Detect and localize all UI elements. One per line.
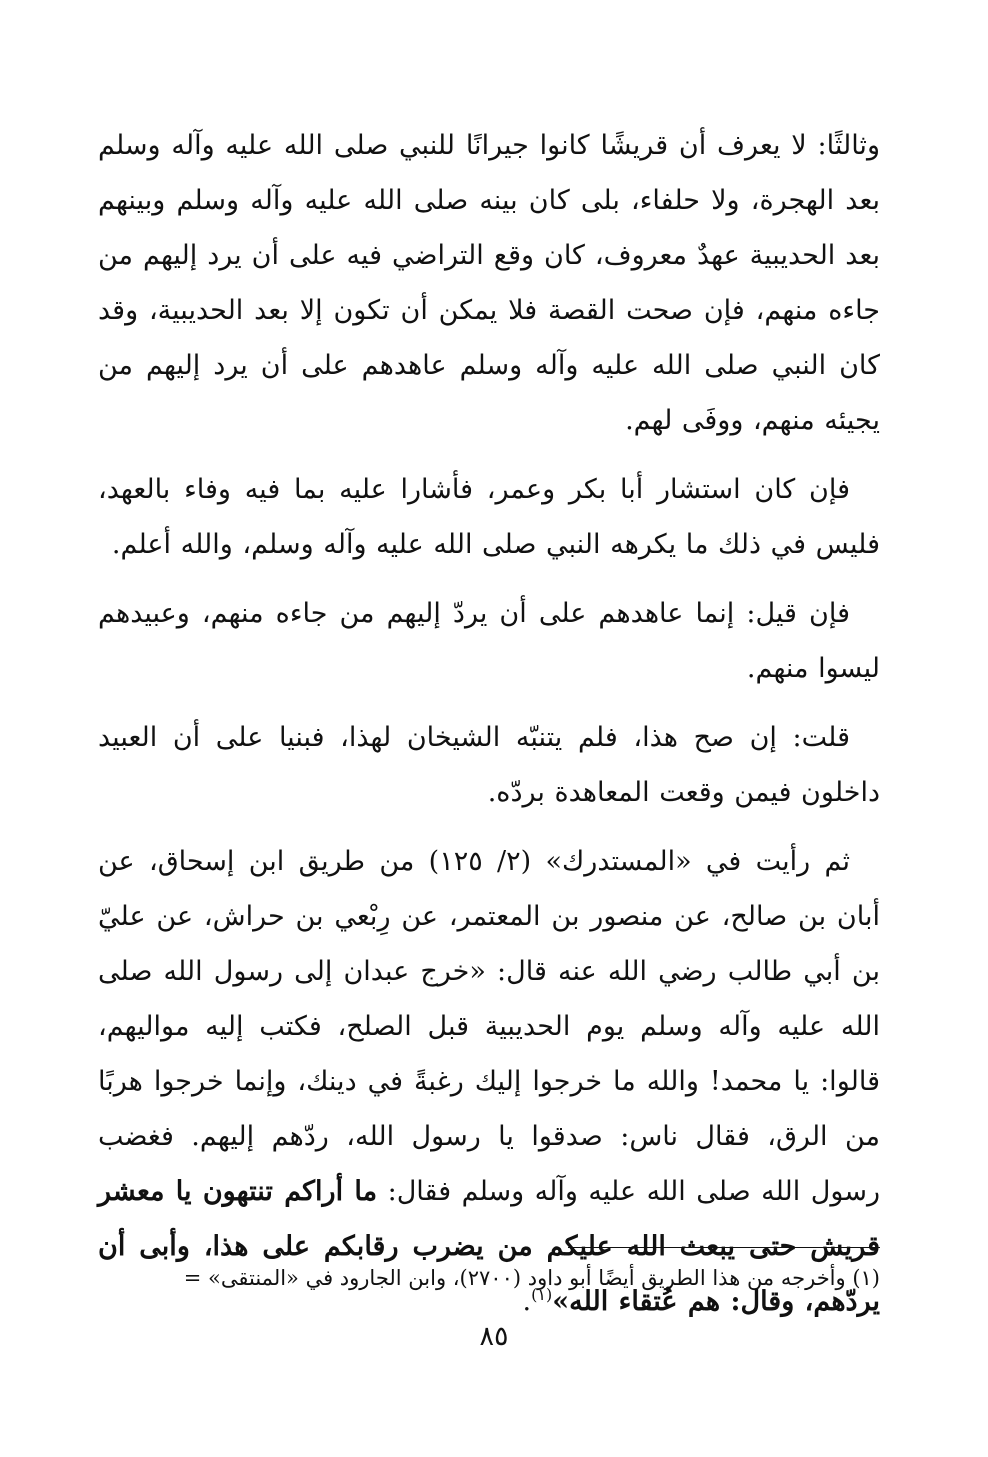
page-number: ٨٥ <box>479 1321 509 1352</box>
paragraph-2: فإن كان استشار أبا بكر وعمر، فأشارا عليه بما فيه وفاء بالعهد، فليس في ذلك ما يكرهه النبي صلى الله عليه وآله وسلم، والله أعلم. <box>98 474 880 560</box>
paragraph-1: وثالثًا: لا يعرف أن قريشًا كانوا جيرانًا للنبي صلى الله عليه وآله وسلم بعد الهجرة، ولا حلفاء، بلى كان بينه صلى الله عليه وآله وسلم وبينهم بعد الحديبية عهدٌ معروف، كان وقع التراضي فيه على أن يرد إليهم من جاءه منهم، فإن صحت القصة فلا يمكن أن تكون إلا بعد الحديبية، وقد كان النبي صلى الله عليه وآله وسلم عاهدهم على أن يرد إليهم من يجيئه منهم، ووفَى لهم. <box>98 130 880 436</box>
hadith-intro: ثم رأيت في «المستدرك» (٢/ ١٢٥) من طريق ابن إسحاق، عن أبان بن صالح، عن منصور بن المعتمر، عن رِبْعي بن حراش، عن عليّ بن أبي طالب رضي الله عنه قال: «خرج عبدان إلى رسول الله صلى الله عليه وآله وسلم يوم الحديبية قبل الصلح، فكتب إليه مواليهم، قالوا: يا محمد! والله ما خرجوا إليك رغبةً في دينك، وإنما خرجوا هربًا من الرق، فقال ناس: صدقوا يا رسول الله، ردّهم إليهم. فغضب رسول الله صلى الله عليه وآله وسلم فقال: <box>98 846 880 1207</box>
hadith-end: . <box>522 1286 532 1317</box>
paragraph-hadith <box>98 834 880 1329</box>
hadith-quote-bold: ما أراكم تنتهون يا معشر قريش حتى يبعث الله عليكم من يضرب رقابكم على هذا، وأبى أن يردّهم، وقال: هم عُتقاء الله» <box>98 1176 880 1317</box>
footnote-text: (١) وأخرجه من هذا الطريق أيضًا أبو داود (٢٧٠٠)، وابن الجارود في «المنتقى» = <box>183 1266 880 1290</box>
footnote-separator <box>568 1247 880 1248</box>
paragraph-4: قلت: إن صح هذا، فلم يتنبّه الشيخان لهذا، فبنيا على أن العبيد داخلون فيمن وقعت المعاهدة بردّه. <box>98 722 880 808</box>
footnote-marker: (١) <box>531 1285 553 1304</box>
paragraph-3: فإن قيل: إنما عاهدهم على أن يردّ إليهم من جاءه منهم، وعبيدهم ليسوا منهم. <box>98 598 880 684</box>
page-body <box>98 118 880 1343</box>
